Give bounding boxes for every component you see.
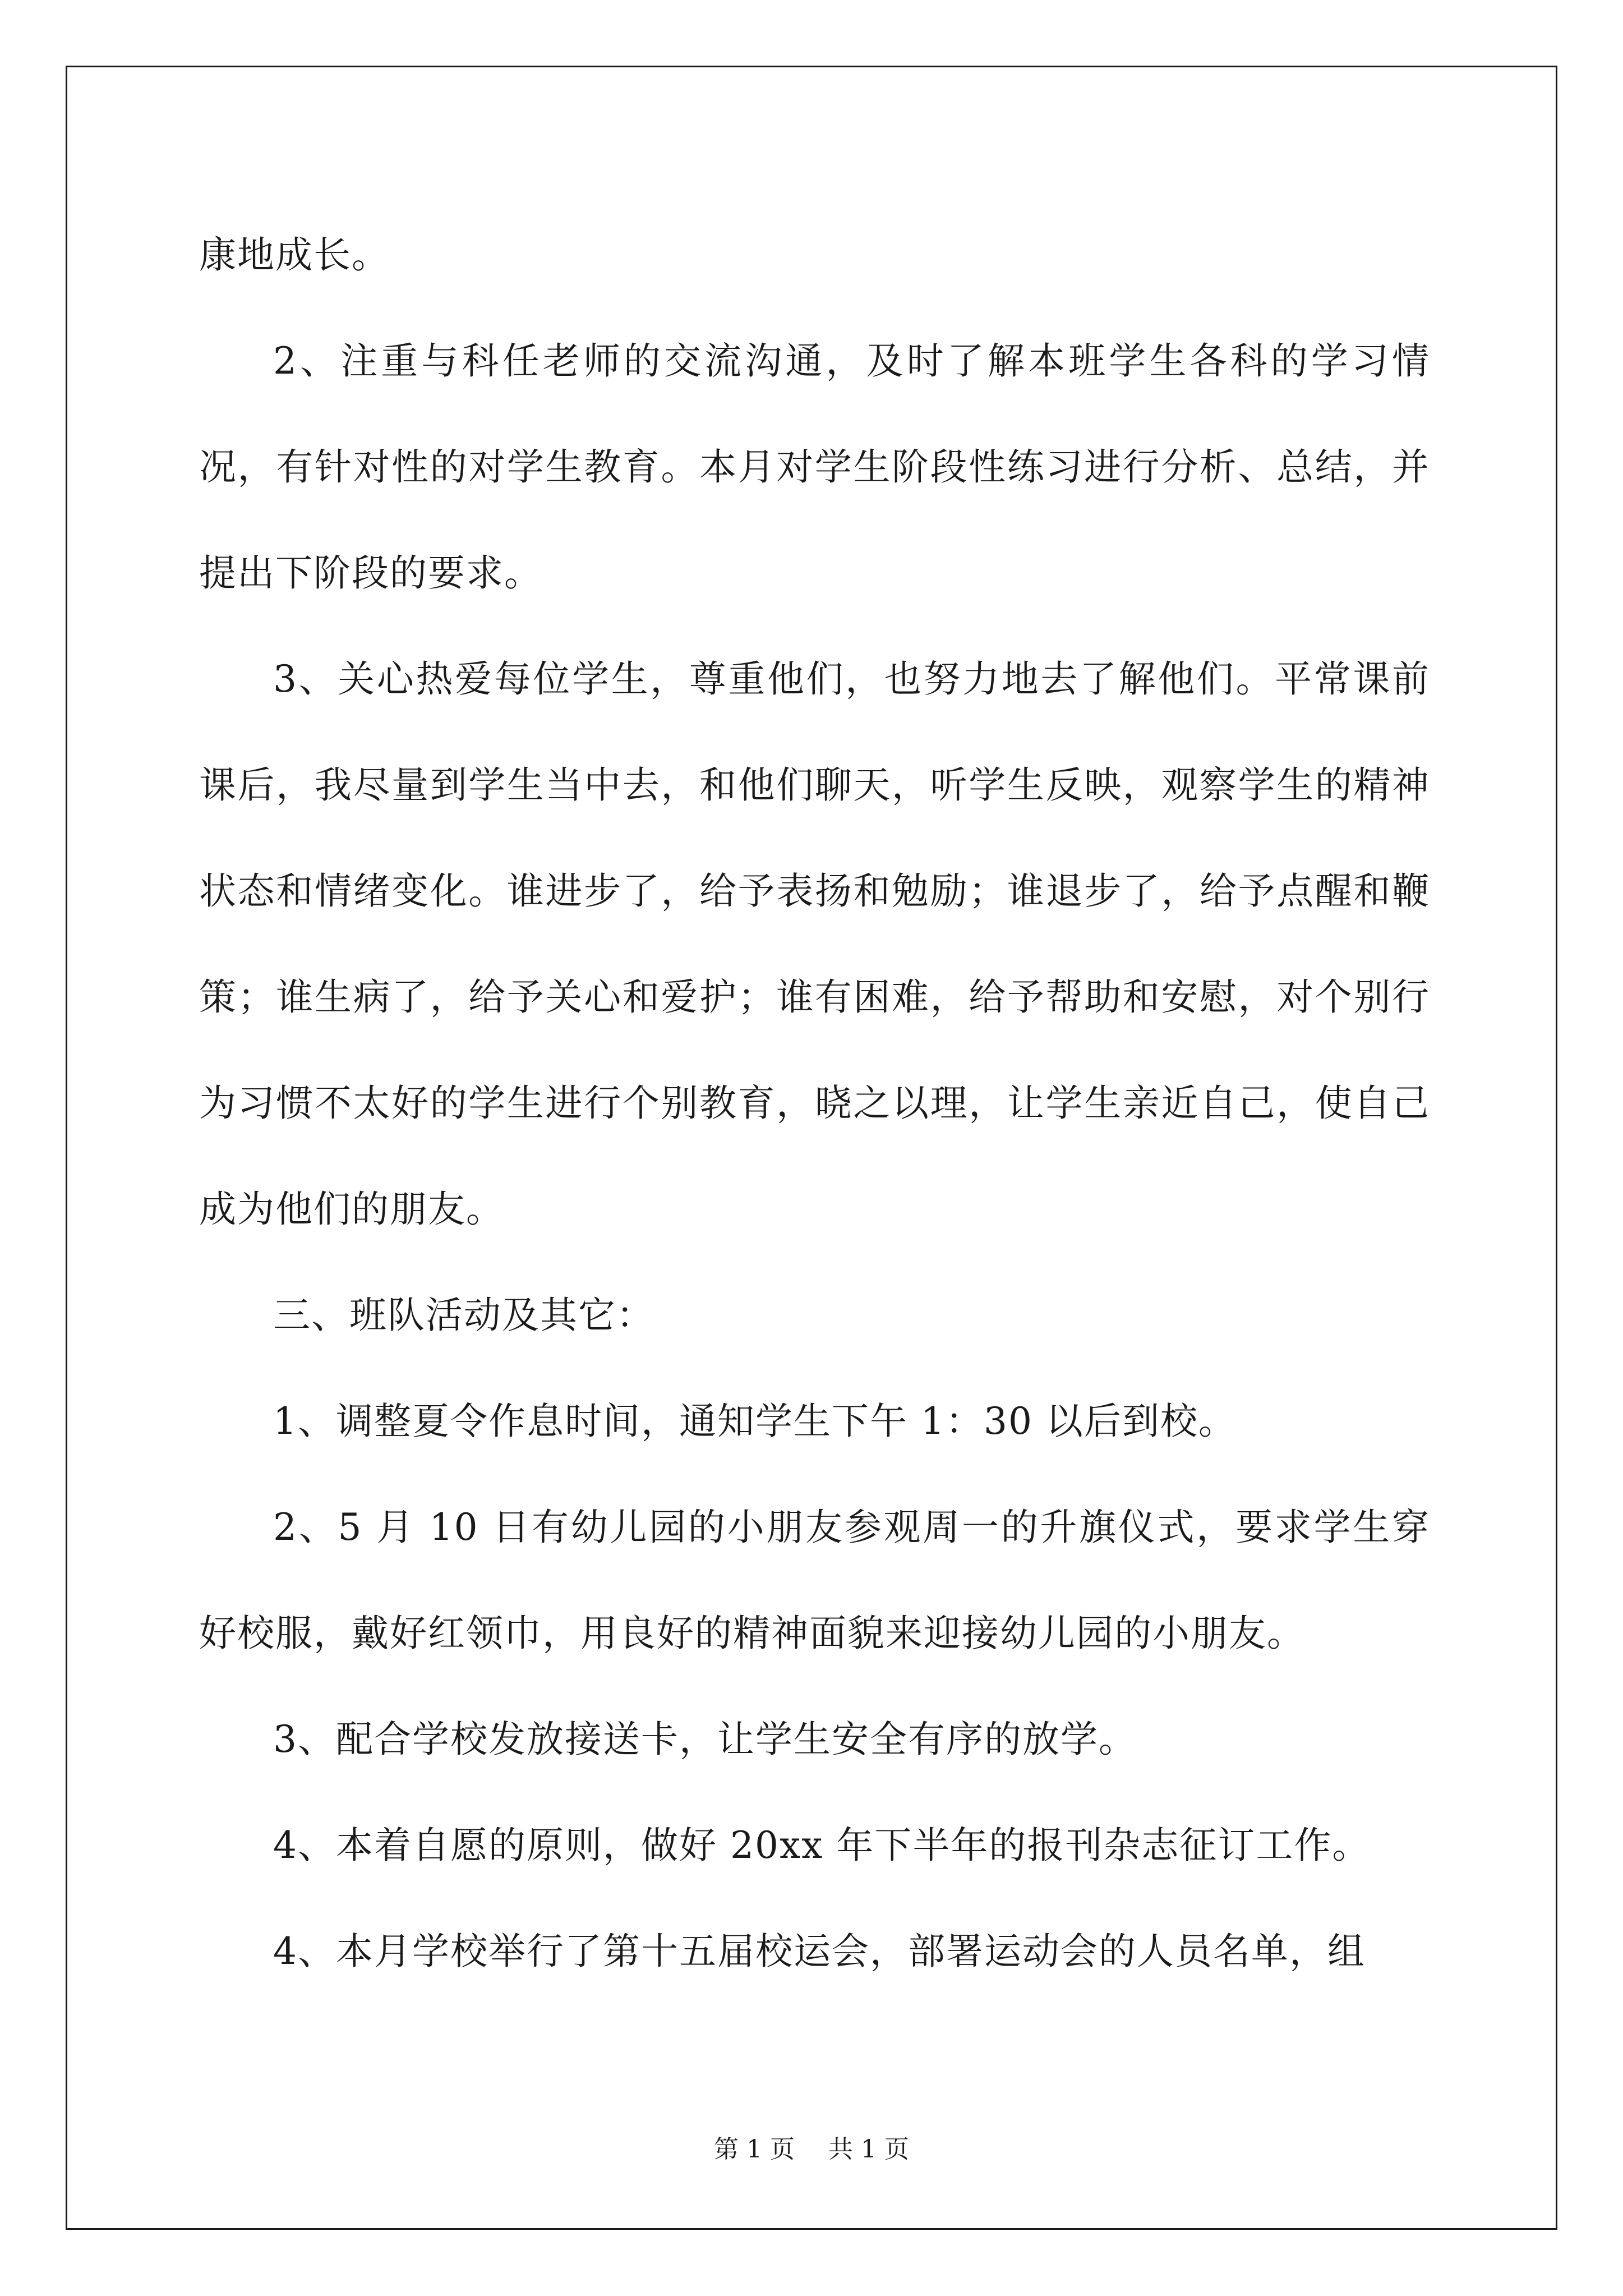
page-total: 共 1 页	[828, 2135, 909, 2164]
document-body	[199, 202, 1430, 2004]
paragraph-5: 1、调整夏令作息时间，通知学生下午 1：30 以后到校。	[273, 1400, 1237, 1443]
paragraph-2: 2、注重与科任老师的交流沟通，及时了解本班学生各科的学习情况，有针对性的对学生教育。本月对学生阶段性练习进行分析、总结，并提出下阶段的要求。	[199, 339, 1430, 595]
page-footer	[0, 2129, 1623, 2165]
paragraph-6: 2、5 月 10 日有幼儿园的小朋友参观周一的升旗仪式，要求学生穿好校服，戴好红领巾，用良好的精神面貌来迎接幼儿园的小朋友。	[199, 1506, 1430, 1655]
paragraph-1: 康地成长。	[199, 233, 390, 277]
paragraph-8: 4、本着自愿的原则，做好 20xx 年下半年的报刊杂志征订工作。	[273, 1824, 1371, 1867]
paragraph-3: 3、关心热爱每位学生，尊重他们，也努力地去了解他们。平常课前课后，我尽量到学生当中去，和他们聊天，听学生反映，观察学生的精神状态和情绪变化。谁进步了，给予表扬和勉励；谁退步了，给予点醒和鞭策；谁生病了，给予关心和爱护；谁有困难，给予帮助和安慰，对个别行为习惯不太好的学生进行个别教育，晓之以理，让学生亲近自己，使自己成为他们的朋友。	[199, 657, 1430, 1231]
paragraph-9: 4、本月学校举行了第十五届校运会，部署运动会的人员名单，组	[273, 1930, 1366, 1973]
paragraph-7: 3、配合学校发放接送卡，让学生安全有序的放学。	[273, 1718, 1137, 1761]
page-number: 第 1 页	[714, 2135, 795, 2164]
section-heading: 三、班队活动及其它：	[273, 1294, 654, 1337]
